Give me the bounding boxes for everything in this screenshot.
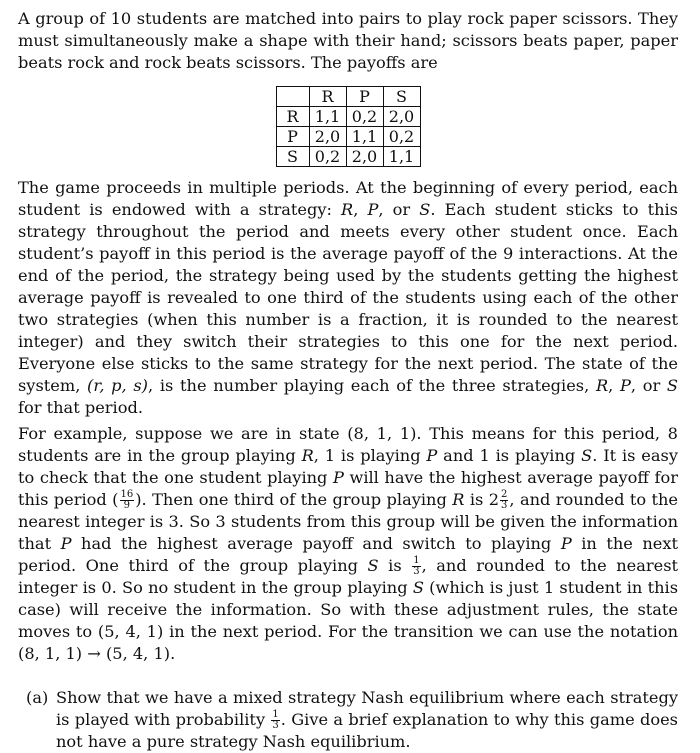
payoff-cell: 0,2 bbox=[346, 107, 383, 127]
payoff-cell: 0,2 bbox=[383, 127, 420, 147]
intro-paragraph: A group of 10 students are matched into pairs to play rock paper scissors. They must simultaneously make a shape with their hand; scissors beats paper, paper beats rock and rock beats scissors. The payoffs are bbox=[18, 9, 678, 72]
text-run: , 1 is playing bbox=[313, 446, 427, 465]
text-run: had the highest average payoff and switch to playing bbox=[71, 534, 561, 553]
math-var: S bbox=[412, 578, 424, 597]
payoff-col-header: S bbox=[383, 87, 420, 107]
math-var: S bbox=[666, 376, 679, 395]
math-state: (8, 1, 1) bbox=[347, 424, 417, 443]
payoff-col-header: R bbox=[309, 87, 346, 107]
text-run: will have the highest average payoff for this period ( bbox=[18, 468, 678, 509]
problem-page bbox=[18, 8, 678, 753]
payoff-cell: 1,1 bbox=[346, 127, 383, 147]
question-label: (a) bbox=[26, 688, 49, 707]
math-var: P bbox=[619, 376, 631, 395]
text-run: in the next period. One third of the group playing bbox=[18, 534, 679, 575]
math-var: P bbox=[332, 468, 344, 487]
math-state: (5, 4, 1) bbox=[97, 622, 164, 641]
math-var: S bbox=[367, 556, 379, 575]
payoff-cell: 2,0 bbox=[346, 147, 383, 167]
question-text bbox=[56, 687, 678, 753]
payoff-table bbox=[276, 86, 421, 167]
fraction-denominator: 3 bbox=[272, 720, 279, 731]
text-run: (which is just 1 student in this case) will receive the information. So with these adjustment rules, the state moves to bbox=[18, 578, 679, 641]
math-var: P bbox=[560, 534, 572, 553]
fraction-numerator: 1 bbox=[272, 709, 279, 720]
payoff-row bbox=[276, 147, 420, 167]
fraction-denominator: 3 bbox=[413, 566, 420, 577]
payoff-row bbox=[276, 107, 420, 127]
payoff-corner-cell bbox=[276, 87, 309, 107]
math-transition: (8, 1, 1) → (5, 4, 1) bbox=[18, 644, 171, 663]
text-run: , and rounded to the nearest integer is 0. So no student in the group playing bbox=[18, 556, 679, 597]
payoff-row-header: P bbox=[276, 127, 309, 147]
text-run: , and rounded to the nearest integer is 3. So 3 students from this group will be given the information that bbox=[18, 490, 678, 553]
math-var: R bbox=[301, 446, 314, 465]
text-run: , bbox=[608, 376, 620, 395]
text-run: in the next period. For the transition we can use the notation bbox=[163, 622, 678, 641]
payoff-cell: 2,0 bbox=[383, 107, 420, 127]
example-paragraph bbox=[18, 423, 678, 665]
math-var: R bbox=[452, 490, 465, 509]
payoff-cell: 2,0 bbox=[309, 127, 346, 147]
text-run: . Give a brief explanation to why this game does not have a pure strategy Nash equilibrium. bbox=[56, 710, 678, 751]
fraction bbox=[500, 490, 508, 511]
payoff-row-header: R bbox=[276, 107, 309, 127]
payoff-cell: 0,2 bbox=[309, 147, 346, 167]
fraction-denominator: 3 bbox=[501, 500, 508, 511]
payoff-cell: 1,1 bbox=[309, 107, 346, 127]
mixed-number bbox=[489, 490, 510, 509]
text-run: . It is easy to check that the one student playing bbox=[18, 446, 678, 487]
payoff-header-row bbox=[276, 87, 420, 107]
fraction-numerator: 2 bbox=[501, 489, 508, 500]
text-run: , or bbox=[630, 376, 667, 395]
fraction-numerator: 1 bbox=[413, 555, 420, 566]
math-var: P bbox=[60, 534, 72, 553]
fraction bbox=[120, 490, 135, 511]
text-run: . This means for this period, 8 students are in the group playing bbox=[18, 424, 678, 465]
text-run: . Each student sticks to this strategy throughout the period and meets every other student once. Each student’s payoff in this period is the average payoff of the 9 interactions. At the end of the period, the strategy being used by the students getting the highest average payoff is revealed to one third of the students using each of the other two strategies (when this number is a fraction, it is rounded to the nearest integer) and they switch their strategies to this one for the next period. Everyone else sticks to the same strategy for the next period. The state of the system, bbox=[18, 200, 678, 395]
question-part-a bbox=[18, 687, 678, 753]
payoff-row bbox=[276, 127, 420, 147]
text-run: The game proceeds in multiple periods. At the beginning of every period, each student is endowed with a strategy: bbox=[18, 178, 678, 219]
math-state: (r, p, s) bbox=[87, 376, 148, 395]
math-var: R bbox=[341, 200, 354, 219]
text-run: and 1 is playing bbox=[437, 446, 582, 465]
math-var: S bbox=[419, 200, 431, 219]
math-var: R bbox=[595, 376, 609, 395]
payoff-col-header: P bbox=[346, 87, 383, 107]
math-var: P bbox=[426, 446, 438, 465]
text-run: For example, suppose we are in state bbox=[18, 424, 348, 443]
text-run: for that period. bbox=[18, 398, 143, 417]
text-run: , or bbox=[378, 200, 420, 219]
payoff-row-header: S bbox=[276, 147, 309, 167]
text-run: is bbox=[464, 490, 489, 509]
text-run: Show that we have a mixed strategy Nash equilibrium where each strategy is played with probability bbox=[56, 688, 678, 729]
text-run: , is the number playing each of the three strategies, bbox=[148, 376, 596, 395]
text-run: , bbox=[353, 200, 368, 219]
fraction-numerator: 16 bbox=[120, 489, 134, 500]
math-var: S bbox=[581, 446, 593, 465]
text-run: is bbox=[378, 556, 412, 575]
math-var: P bbox=[367, 200, 379, 219]
fraction-denominator: 9 bbox=[123, 500, 131, 511]
payoff-cell: 1,1 bbox=[383, 147, 420, 167]
text-run: ). Then one third of the group playing bbox=[135, 490, 453, 509]
fraction bbox=[271, 710, 279, 731]
mixed-whole: 2 bbox=[488, 490, 500, 509]
text-run: . bbox=[170, 644, 176, 663]
game-rules-paragraph bbox=[18, 177, 678, 419]
fraction bbox=[412, 556, 420, 577]
